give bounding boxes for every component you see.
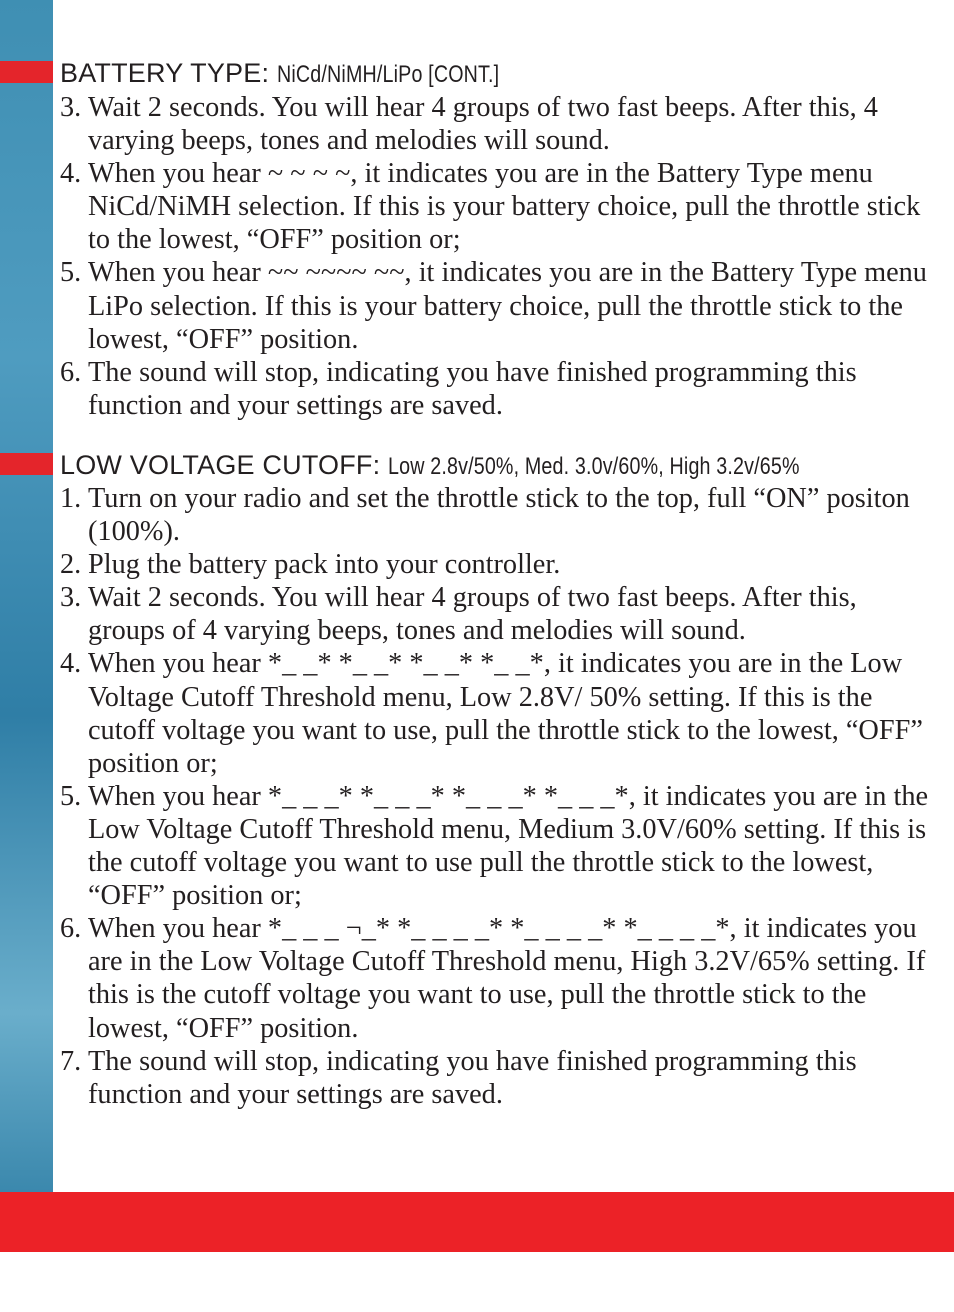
list-item xyxy=(60,157,940,256)
step-text: When you hear *_ _* *_ _* *_ _* *_ _*, it indicates you are in the Low Voltage Cutoff Threshold menu, Low 2.8V/ 50% setting. If this is the cutoff voltage you want to use, pull the throttle stick to the lowest, “OFF” position or; xyxy=(88,648,923,779)
side-color-bar xyxy=(0,0,53,1192)
step-number: 7. xyxy=(60,1045,82,1077)
section-marker xyxy=(0,453,53,475)
list-item xyxy=(60,91,940,157)
heading-label: LOW VOLTAGE CUTOFF: xyxy=(60,450,381,480)
step-text: When you hear *_ _ _* *_ _ _* *_ _ _* *_ _ _*, it indicates you are in the Low Voltage Cutoff Threshold menu, Medium 3.0V/60% setting. If this is the cutoff voltage you want to use pull the throttle stick to the lowest, “OFF” position or; xyxy=(88,780,929,912)
step-text: When you hear ~~ ~~~~ ~~, it indicates you are in the Battery Type menu LiPo selection. If this is your battery choice, pull the throttle stick to the lowest, “OFF” position. xyxy=(88,257,927,355)
step-text: Wait 2 seconds. You will hear 4 groups of two fast beeps. After this, groups of 4 varying beeps, tones and melodies will sound. xyxy=(88,582,857,647)
list-item xyxy=(60,647,940,779)
battery-type-steps xyxy=(60,91,940,422)
step-text: When you hear *_ _ _ ¬_* *_ _ _ _* *_ _ _ _* *_ _ _ _*, it indicates you are in the Low Voltage Cutoff Threshold menu, High 3.2V/65% setting. If this is the cutoff voltage you want to use, pull the throttle stick to the lowest, “OFF” position. xyxy=(88,913,926,1044)
step-number: 3. xyxy=(60,92,82,123)
list-item xyxy=(60,256,940,355)
bottom-color-bar xyxy=(0,1192,954,1252)
step-text: Turn on your radio and set the throttle stick to the top, full “ON” positon (100%). xyxy=(88,483,910,548)
list-item xyxy=(60,1045,940,1111)
list-item xyxy=(60,581,940,647)
list-item xyxy=(60,482,940,548)
step-text: Plug the battery pack into your controller. xyxy=(88,549,561,581)
heading-label: BATTERY TYPE: xyxy=(60,58,270,88)
step-number: 5. xyxy=(60,780,82,812)
low-voltage-cutoff-steps xyxy=(60,482,940,1111)
list-item xyxy=(60,548,940,581)
step-text: When you hear ~ ~ ~ ~, it indicates you are in the Battery Type menu NiCd/NiMH selection. If this is your battery choice, pull the throttle stick to the lowest, “OFF” position or; xyxy=(88,158,921,256)
section-heading-battery-type xyxy=(60,58,548,90)
step-text: The sound will stop, indicating you have finished programming this function and your settings are saved. xyxy=(88,1045,857,1110)
section-heading-low-voltage-cutoff xyxy=(60,450,890,482)
step-number: 2. xyxy=(60,549,82,581)
list-item xyxy=(60,912,940,1044)
step-number: 6. xyxy=(60,913,82,945)
list-item xyxy=(60,356,940,422)
list-item xyxy=(60,780,940,912)
step-number: 5. xyxy=(60,257,82,289)
heading-subtitle: Low 2.8v/50%, Med. 3.0v/60%, High 3.2v/65% xyxy=(388,453,800,480)
heading-subtitle: NiCd/NiMH/LiPo [CONT.] xyxy=(276,61,500,88)
step-text: The sound will stop, indicating you have finished programming this function and your settings are saved. xyxy=(88,356,857,421)
step-number: 6. xyxy=(60,356,82,388)
step-number: 4. xyxy=(60,648,82,680)
step-number: 3. xyxy=(60,582,82,614)
step-number: 4. xyxy=(60,158,82,190)
section-marker xyxy=(0,61,53,83)
step-text: Wait 2 seconds. You will hear 4 groups of two fast beeps. After this, 4 varying beeps, tones and melodies will sound. xyxy=(88,92,878,157)
step-number: 1. xyxy=(60,483,82,514)
